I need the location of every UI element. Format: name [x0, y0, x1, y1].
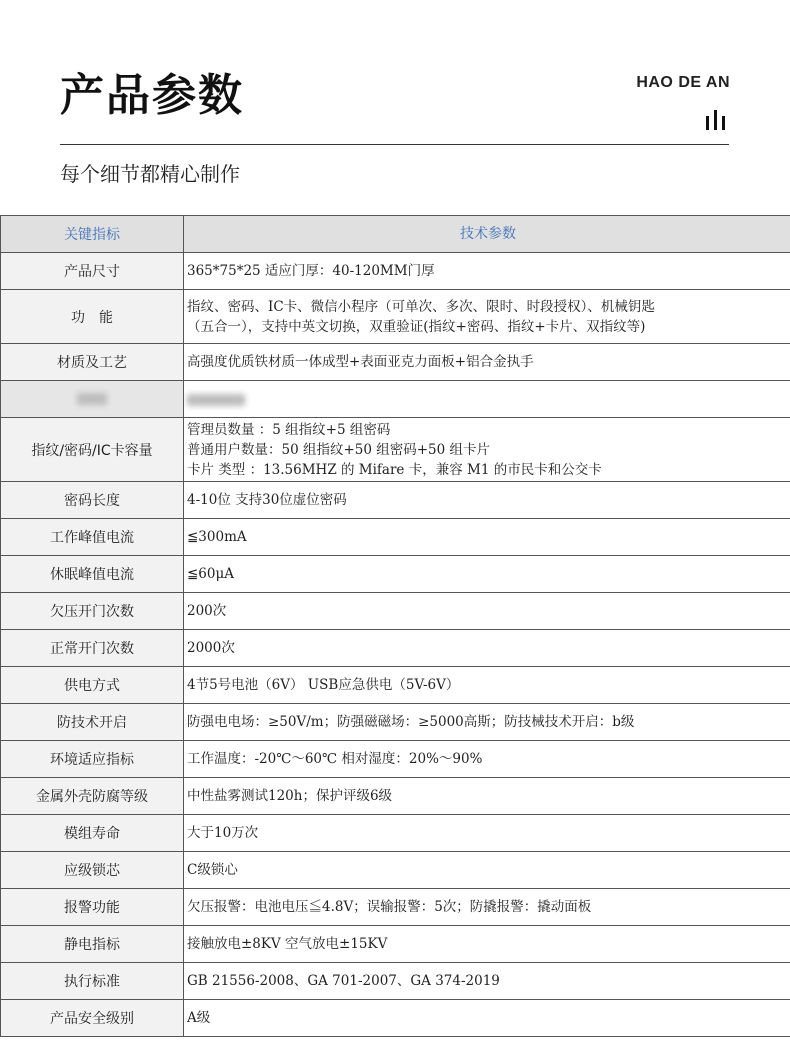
- table-row: [1, 381, 790, 418]
- table-row: [1, 778, 790, 815]
- row-value: [184, 593, 790, 630]
- value-line: 欠压报警：电池电压≦4.8V；误输报警：5次；防撬报警：撬动面板: [187, 899, 592, 915]
- row-value: [184, 630, 790, 667]
- table-row: [1, 741, 790, 778]
- value-line: GB 21556-2008、GA 701-2007、GA 374-2019: [187, 973, 500, 989]
- redacted-key: [77, 393, 107, 405]
- row-value: [184, 963, 790, 1000]
- table-row: [1, 253, 790, 290]
- page-title: 产品参数: [60, 70, 244, 121]
- table-header-row: [1, 216, 790, 253]
- row-key: [1, 381, 184, 418]
- value-line: 工作温度：-20℃～60℃ 相对湿度：20%～90%: [187, 751, 483, 767]
- row-key: 产品尺寸: [1, 253, 184, 290]
- row-key: 模组寿命: [1, 815, 184, 852]
- value-line: 2000次: [187, 640, 235, 656]
- value-line: 接触放电±8KV 空气放电±15KV: [187, 936, 388, 952]
- redacted-value: [187, 394, 245, 406]
- value-line: 高强度优质铁材质一体成型+表面亚克力面板+铝合金执手: [187, 354, 534, 370]
- table-row: [1, 556, 790, 593]
- row-value: [184, 815, 790, 852]
- row-value: [184, 852, 790, 889]
- row-key: 防技术开启: [1, 704, 184, 741]
- row-key: 工作峰值电流: [1, 519, 184, 556]
- value-line: ≦60μA: [187, 566, 235, 582]
- table-row: [1, 1000, 790, 1037]
- row-key: 执行标准: [1, 963, 184, 1000]
- row-key: 静电指标: [1, 926, 184, 963]
- row-value: [184, 556, 790, 593]
- row-value: [184, 381, 790, 418]
- table-row: [1, 630, 790, 667]
- value-line: 卡片 类型 ：13.56MHZ 的 Mifare 卡，兼容 M1 的市民卡和公交卡: [187, 461, 602, 478]
- value-line: 200次: [187, 603, 227, 619]
- value-line: （五合一），支持中英文切换，双重验证(指纹+密码、指纹+卡片、双指纹等): [187, 318, 646, 335]
- value-line: 指纹、密码、IC卡、微信小程序（可单次、多次、限时、时段授权）、机械钥匙: [187, 298, 655, 315]
- header-value: 技术参数: [184, 216, 790, 253]
- value-line: 365*75*25 适应门厚：40-120MM门厚: [187, 263, 435, 279]
- row-value: [184, 344, 790, 381]
- value-line: 普通用户数量：50 组指纹+50 组密码+50 组卡片: [187, 441, 491, 458]
- row-value: [184, 778, 790, 815]
- table-row: [1, 519, 790, 556]
- row-value: [184, 519, 790, 556]
- row-key: 密码长度: [1, 482, 184, 519]
- row-key: 产品安全级别: [1, 1000, 184, 1037]
- row-value: [184, 482, 790, 519]
- row-value: [184, 253, 790, 290]
- value-line: ≦300mA: [187, 529, 247, 545]
- row-key: 报警功能: [1, 889, 184, 926]
- header-key: 关键指标: [1, 216, 184, 253]
- value-line: 大于10万次: [187, 825, 259, 841]
- row-value: [184, 889, 790, 926]
- row-key: 材质及工艺: [1, 344, 184, 381]
- brand-logo-icon: [705, 110, 729, 132]
- table-row: [1, 704, 790, 741]
- table-row: [1, 482, 790, 519]
- value-line: 4节5号电池（6V） USB应急供电（5V-6V）: [187, 677, 460, 693]
- row-value: [184, 418, 790, 482]
- row-key: 正常开门次数: [1, 630, 184, 667]
- value-line: 中性盐雾测试120h；保护评级6级: [187, 788, 393, 804]
- brand-name: HAO DE AN: [636, 74, 730, 91]
- header-divider: [60, 144, 729, 145]
- row-key: 功 能: [1, 290, 184, 344]
- row-key: 供电方式: [1, 667, 184, 704]
- table-row: [1, 815, 790, 852]
- spec-table: [0, 215, 790, 1037]
- value-line: C级锁心: [187, 862, 238, 878]
- table-row: [1, 418, 790, 482]
- table-row: [1, 344, 790, 381]
- value-line: 防强电电场：≥50V/m；防强磁磁场：≥5000高斯；防技械技术开启：b级: [187, 714, 635, 730]
- table-row: [1, 290, 790, 344]
- table-row: [1, 889, 790, 926]
- row-key: 应级锁芯: [1, 852, 184, 889]
- table-row: [1, 963, 790, 1000]
- row-key: 指纹/密码/IC卡容量: [1, 418, 184, 482]
- value-line: A级: [187, 1010, 211, 1026]
- value-line: 管理员数量 ：5 组指纹+5 组密码: [187, 421, 391, 438]
- row-value: [184, 290, 790, 344]
- row-value: [184, 704, 790, 741]
- table-row: [1, 926, 790, 963]
- row-key: 环境适应指标: [1, 741, 184, 778]
- table-row: [1, 667, 790, 704]
- row-value: [184, 926, 790, 963]
- page-subtitle: 每个细节都精心制作: [60, 162, 240, 186]
- row-key: 欠压开门次数: [1, 593, 184, 630]
- row-key: 休眠峰值电流: [1, 556, 184, 593]
- row-key: 金属外壳防腐等级: [1, 778, 184, 815]
- table-row: [1, 852, 790, 889]
- row-value: [184, 1000, 790, 1037]
- row-value: [184, 741, 790, 778]
- value-line: 4-10位 支持30位虚位密码: [187, 492, 347, 508]
- page-header: [0, 0, 790, 215]
- row-value: [184, 667, 790, 704]
- table-row: [1, 593, 790, 630]
